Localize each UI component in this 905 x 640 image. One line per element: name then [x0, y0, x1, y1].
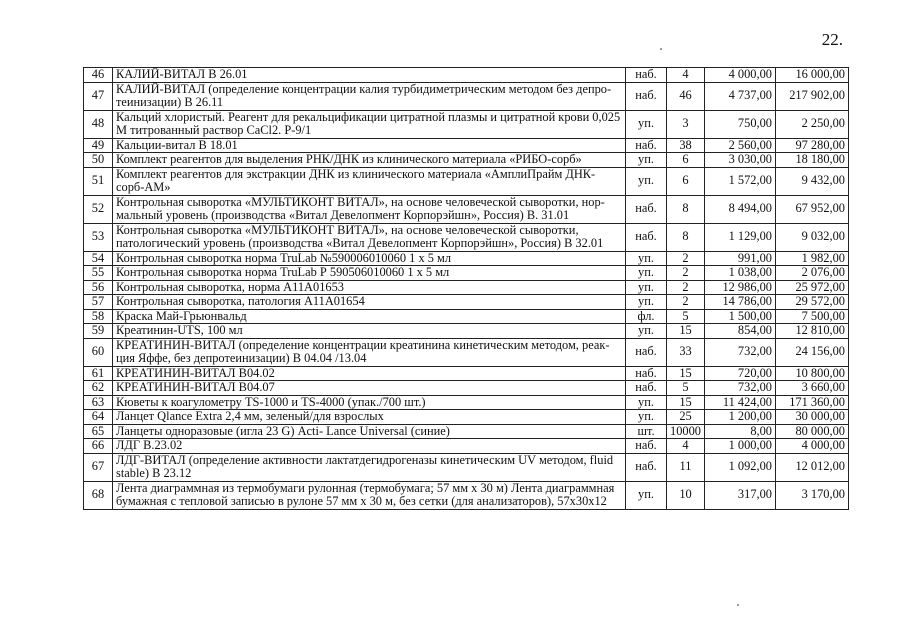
table-row	[84, 309, 849, 324]
item-description: Кальций хлористый. Реагент для рекальцификации цитратной плазмы и цитратной крови 0,025 М титрованный раствор CaCl2. Р-9/1	[113, 110, 626, 138]
item-description: Контрольная сыворотка «МУЛЬТИКОНТ ВИТАЛ», на основе человеческой сыворотки, патологический уровень (производства «Витал Девелопмент Корпорэйшн», Россия) В 32.01	[113, 223, 626, 251]
item-description: Контрольная сыворотка норма TruLab №590006010060 1 х 5 мл	[113, 251, 626, 266]
item-description: Контрольная сыворотка, норма A11A01653	[113, 280, 626, 295]
table-row	[84, 195, 849, 223]
item-sum: 217 902,00	[776, 82, 849, 110]
item-quantity: 2	[667, 295, 705, 310]
item-unit: наб.	[626, 138, 667, 153]
item-quantity: 10000	[667, 424, 705, 439]
item-quantity: 4	[667, 68, 705, 83]
item-sum: 3 170,00	[776, 481, 849, 509]
table-row	[84, 153, 849, 168]
item-description: Кальции-витал В 18.01	[113, 138, 626, 153]
item-description: Кюветы к коагулометру TS-1000 и TS-4000 (упак./700 шт.)	[113, 395, 626, 410]
table-row	[84, 280, 849, 295]
item-sum: 29 572,00	[776, 295, 849, 310]
item-price: 720,00	[705, 366, 776, 381]
item-unit: уп.	[626, 324, 667, 339]
item-price: 3 030,00	[705, 153, 776, 168]
item-quantity: 15	[667, 324, 705, 339]
item-unit: уп.	[626, 153, 667, 168]
item-description: Лента диаграммная из термобумаги рулонная (термобумага; 57 мм х 30 м) Лента диаграммная бумажная с тепловой записью в рулоне 57 мм х 30 м, без сетки (для анализаторов), 57х30х12	[113, 481, 626, 509]
table-row	[84, 266, 849, 281]
item-quantity: 2	[667, 280, 705, 295]
row-number: 52	[84, 195, 113, 223]
item-price: 12 986,00	[705, 280, 776, 295]
items-table	[83, 67, 849, 510]
table-row	[84, 410, 849, 425]
item-price: 732,00	[705, 338, 776, 366]
item-price: 8,00	[705, 424, 776, 439]
item-description: КРЕАТИНИН-ВИТАЛ (определение концентрации креатинина кинетическим методом, реак-ция Яффе, без депротеинизации) В 04.04 /13.04	[113, 338, 626, 366]
item-unit: уп.	[626, 481, 667, 509]
item-quantity: 33	[667, 338, 705, 366]
item-price: 1 000,00	[705, 439, 776, 454]
item-description: ЛДГ-ВИТАЛ (определение активности лактатдегидрогеназы кинетическим UV методом, fluid stable) В 23.12	[113, 453, 626, 481]
item-description: Ланцеты одноразовые (игла 23 G) Acti- Lance Universal (синие)	[113, 424, 626, 439]
row-number: 46	[84, 68, 113, 83]
table-row	[84, 324, 849, 339]
item-quantity: 46	[667, 82, 705, 110]
item-price: 4 737,00	[705, 82, 776, 110]
row-number: 65	[84, 424, 113, 439]
item-price: 2 560,00	[705, 138, 776, 153]
item-sum: 171 360,00	[776, 395, 849, 410]
table-row	[84, 381, 849, 396]
item-sum: 18 180,00	[776, 153, 849, 168]
table-row	[84, 167, 849, 195]
row-number: 67	[84, 453, 113, 481]
item-description: Креатинин-UTS, 100 мл	[113, 324, 626, 339]
item-quantity: 5	[667, 309, 705, 324]
item-sum: 4 000,00	[776, 439, 849, 454]
table-row	[84, 68, 849, 83]
item-sum: 97 280,00	[776, 138, 849, 153]
item-quantity: 6	[667, 167, 705, 195]
table-row	[84, 223, 849, 251]
table-row	[84, 424, 849, 439]
table-row	[84, 338, 849, 366]
row-number: 49	[84, 138, 113, 153]
item-sum: 30 000,00	[776, 410, 849, 425]
item-price: 750,00	[705, 110, 776, 138]
item-unit: уп.	[626, 395, 667, 410]
table-row	[84, 395, 849, 410]
row-number: 50	[84, 153, 113, 168]
row-number: 68	[84, 481, 113, 509]
row-number: 64	[84, 410, 113, 425]
item-price: 317,00	[705, 481, 776, 509]
item-sum: 12 012,00	[776, 453, 849, 481]
page-number: 22.	[821, 30, 843, 49]
row-number: 48	[84, 110, 113, 138]
item-price: 8 494,00	[705, 195, 776, 223]
item-unit: уп.	[626, 110, 667, 138]
item-unit: наб.	[626, 439, 667, 454]
item-sum: 9 432,00	[776, 167, 849, 195]
table-row	[84, 366, 849, 381]
item-description: Комплект реагентов для экстракции ДНК из клинического материала «АмплиПрайм ДНК-сорб-АМ»	[113, 167, 626, 195]
item-unit: наб.	[626, 338, 667, 366]
item-unit: наб.	[626, 453, 667, 481]
table-row	[84, 453, 849, 481]
item-unit: наб.	[626, 82, 667, 110]
item-price: 14 786,00	[705, 295, 776, 310]
item-description: Краска Май-Грьюнвальд	[113, 309, 626, 324]
item-unit: наб.	[626, 223, 667, 251]
item-price: 11 424,00	[705, 395, 776, 410]
item-unit: уп.	[626, 410, 667, 425]
item-price: 1 129,00	[705, 223, 776, 251]
item-quantity: 25	[667, 410, 705, 425]
table-row	[84, 481, 849, 509]
item-sum: 80 000,00	[776, 424, 849, 439]
item-description: ЛДГ В.23.02	[113, 439, 626, 454]
row-number: 53	[84, 223, 113, 251]
table-row	[84, 82, 849, 110]
item-quantity: 15	[667, 395, 705, 410]
item-description: КРЕАТИНИН-ВИТАЛ В04.02	[113, 366, 626, 381]
item-quantity: 15	[667, 366, 705, 381]
item-price: 732,00	[705, 381, 776, 396]
item-description: Комплект реагентов для выделения РНК/ДНК из клинического материала «РИБО-сорб»	[113, 153, 626, 168]
item-unit: наб.	[626, 381, 667, 396]
item-description: Контрольная сыворотка, патология A11A01654	[113, 295, 626, 310]
item-sum: 12 810,00	[776, 324, 849, 339]
item-description: Ланцет Qlance Extra 2,4 мм, зеленый/для взрослых	[113, 410, 626, 425]
item-unit: уп.	[626, 167, 667, 195]
row-number: 57	[84, 295, 113, 310]
item-quantity: 5	[667, 381, 705, 396]
item-sum: 67 952,00	[776, 195, 849, 223]
item-price: 991,00	[705, 251, 776, 266]
table-row	[84, 251, 849, 266]
item-sum: 3 660,00	[776, 381, 849, 396]
item-unit: фл.	[626, 309, 667, 324]
item-price: 1 092,00	[705, 453, 776, 481]
row-number: 62	[84, 381, 113, 396]
item-sum: 24 156,00	[776, 338, 849, 366]
item-quantity: 2	[667, 251, 705, 266]
row-number: 59	[84, 324, 113, 339]
item-quantity: 4	[667, 439, 705, 454]
item-price: 1 200,00	[705, 410, 776, 425]
item-price: 1 572,00	[705, 167, 776, 195]
item-description: КАЛИЙ-ВИТАЛ (определение концентрации калия турбидиметрическим методом без депро-теинизации) В 26.11	[113, 82, 626, 110]
table-row	[84, 110, 849, 138]
row-number: 61	[84, 366, 113, 381]
row-number: 58	[84, 309, 113, 324]
item-price: 4 000,00	[705, 68, 776, 83]
item-quantity: 8	[667, 195, 705, 223]
item-unit: наб.	[626, 68, 667, 83]
item-quantity: 6	[667, 153, 705, 168]
item-quantity: 38	[667, 138, 705, 153]
row-number: 47	[84, 82, 113, 110]
item-unit: наб.	[626, 195, 667, 223]
table-row	[84, 295, 849, 310]
row-number: 56	[84, 280, 113, 295]
item-price: 1 038,00	[705, 266, 776, 281]
item-unit: наб.	[626, 366, 667, 381]
row-number: 55	[84, 266, 113, 281]
row-number: 54	[84, 251, 113, 266]
item-price: 1 500,00	[705, 309, 776, 324]
item-unit: уп.	[626, 280, 667, 295]
item-unit: уп.	[626, 251, 667, 266]
row-number: 66	[84, 439, 113, 454]
item-price: 854,00	[705, 324, 776, 339]
item-description: Контрольная сыворотка «МУЛЬТИКОНТ ВИТАЛ», на основе человеческой сыворотки, нор-мальный уровень (производства «Витал Девелопмент Корпорэйшн», Россия) В. 31.01	[113, 195, 626, 223]
item-sum: 10 800,00	[776, 366, 849, 381]
row-number: 63	[84, 395, 113, 410]
item-description: КАЛИЙ-ВИТАЛ В 26.01	[113, 68, 626, 83]
item-sum: 25 972,00	[776, 280, 849, 295]
item-sum: 9 032,00	[776, 223, 849, 251]
item-quantity: 8	[667, 223, 705, 251]
item-quantity: 3	[667, 110, 705, 138]
item-sum: 2 076,00	[776, 266, 849, 281]
item-sum: 1 982,00	[776, 251, 849, 266]
row-number: 60	[84, 338, 113, 366]
row-number: 51	[84, 167, 113, 195]
item-quantity: 10	[667, 481, 705, 509]
table-row	[84, 439, 849, 454]
item-quantity: 2	[667, 266, 705, 281]
item-unit: уп.	[626, 266, 667, 281]
scan-speck	[660, 48, 662, 50]
item-unit: уп.	[626, 295, 667, 310]
item-quantity: 11	[667, 453, 705, 481]
item-sum: 2 250,00	[776, 110, 849, 138]
item-description: Контрольная сыворотка норма TruLab Р 590506010060 1 х 5 мл	[113, 266, 626, 281]
item-sum: 7 500,00	[776, 309, 849, 324]
table-row	[84, 138, 849, 153]
item-unit: шт.	[626, 424, 667, 439]
item-description: КРЕАТИНИН-ВИТАЛ В04.07	[113, 381, 626, 396]
scan-speck	[737, 604, 739, 606]
item-sum: 16 000,00	[776, 68, 849, 83]
